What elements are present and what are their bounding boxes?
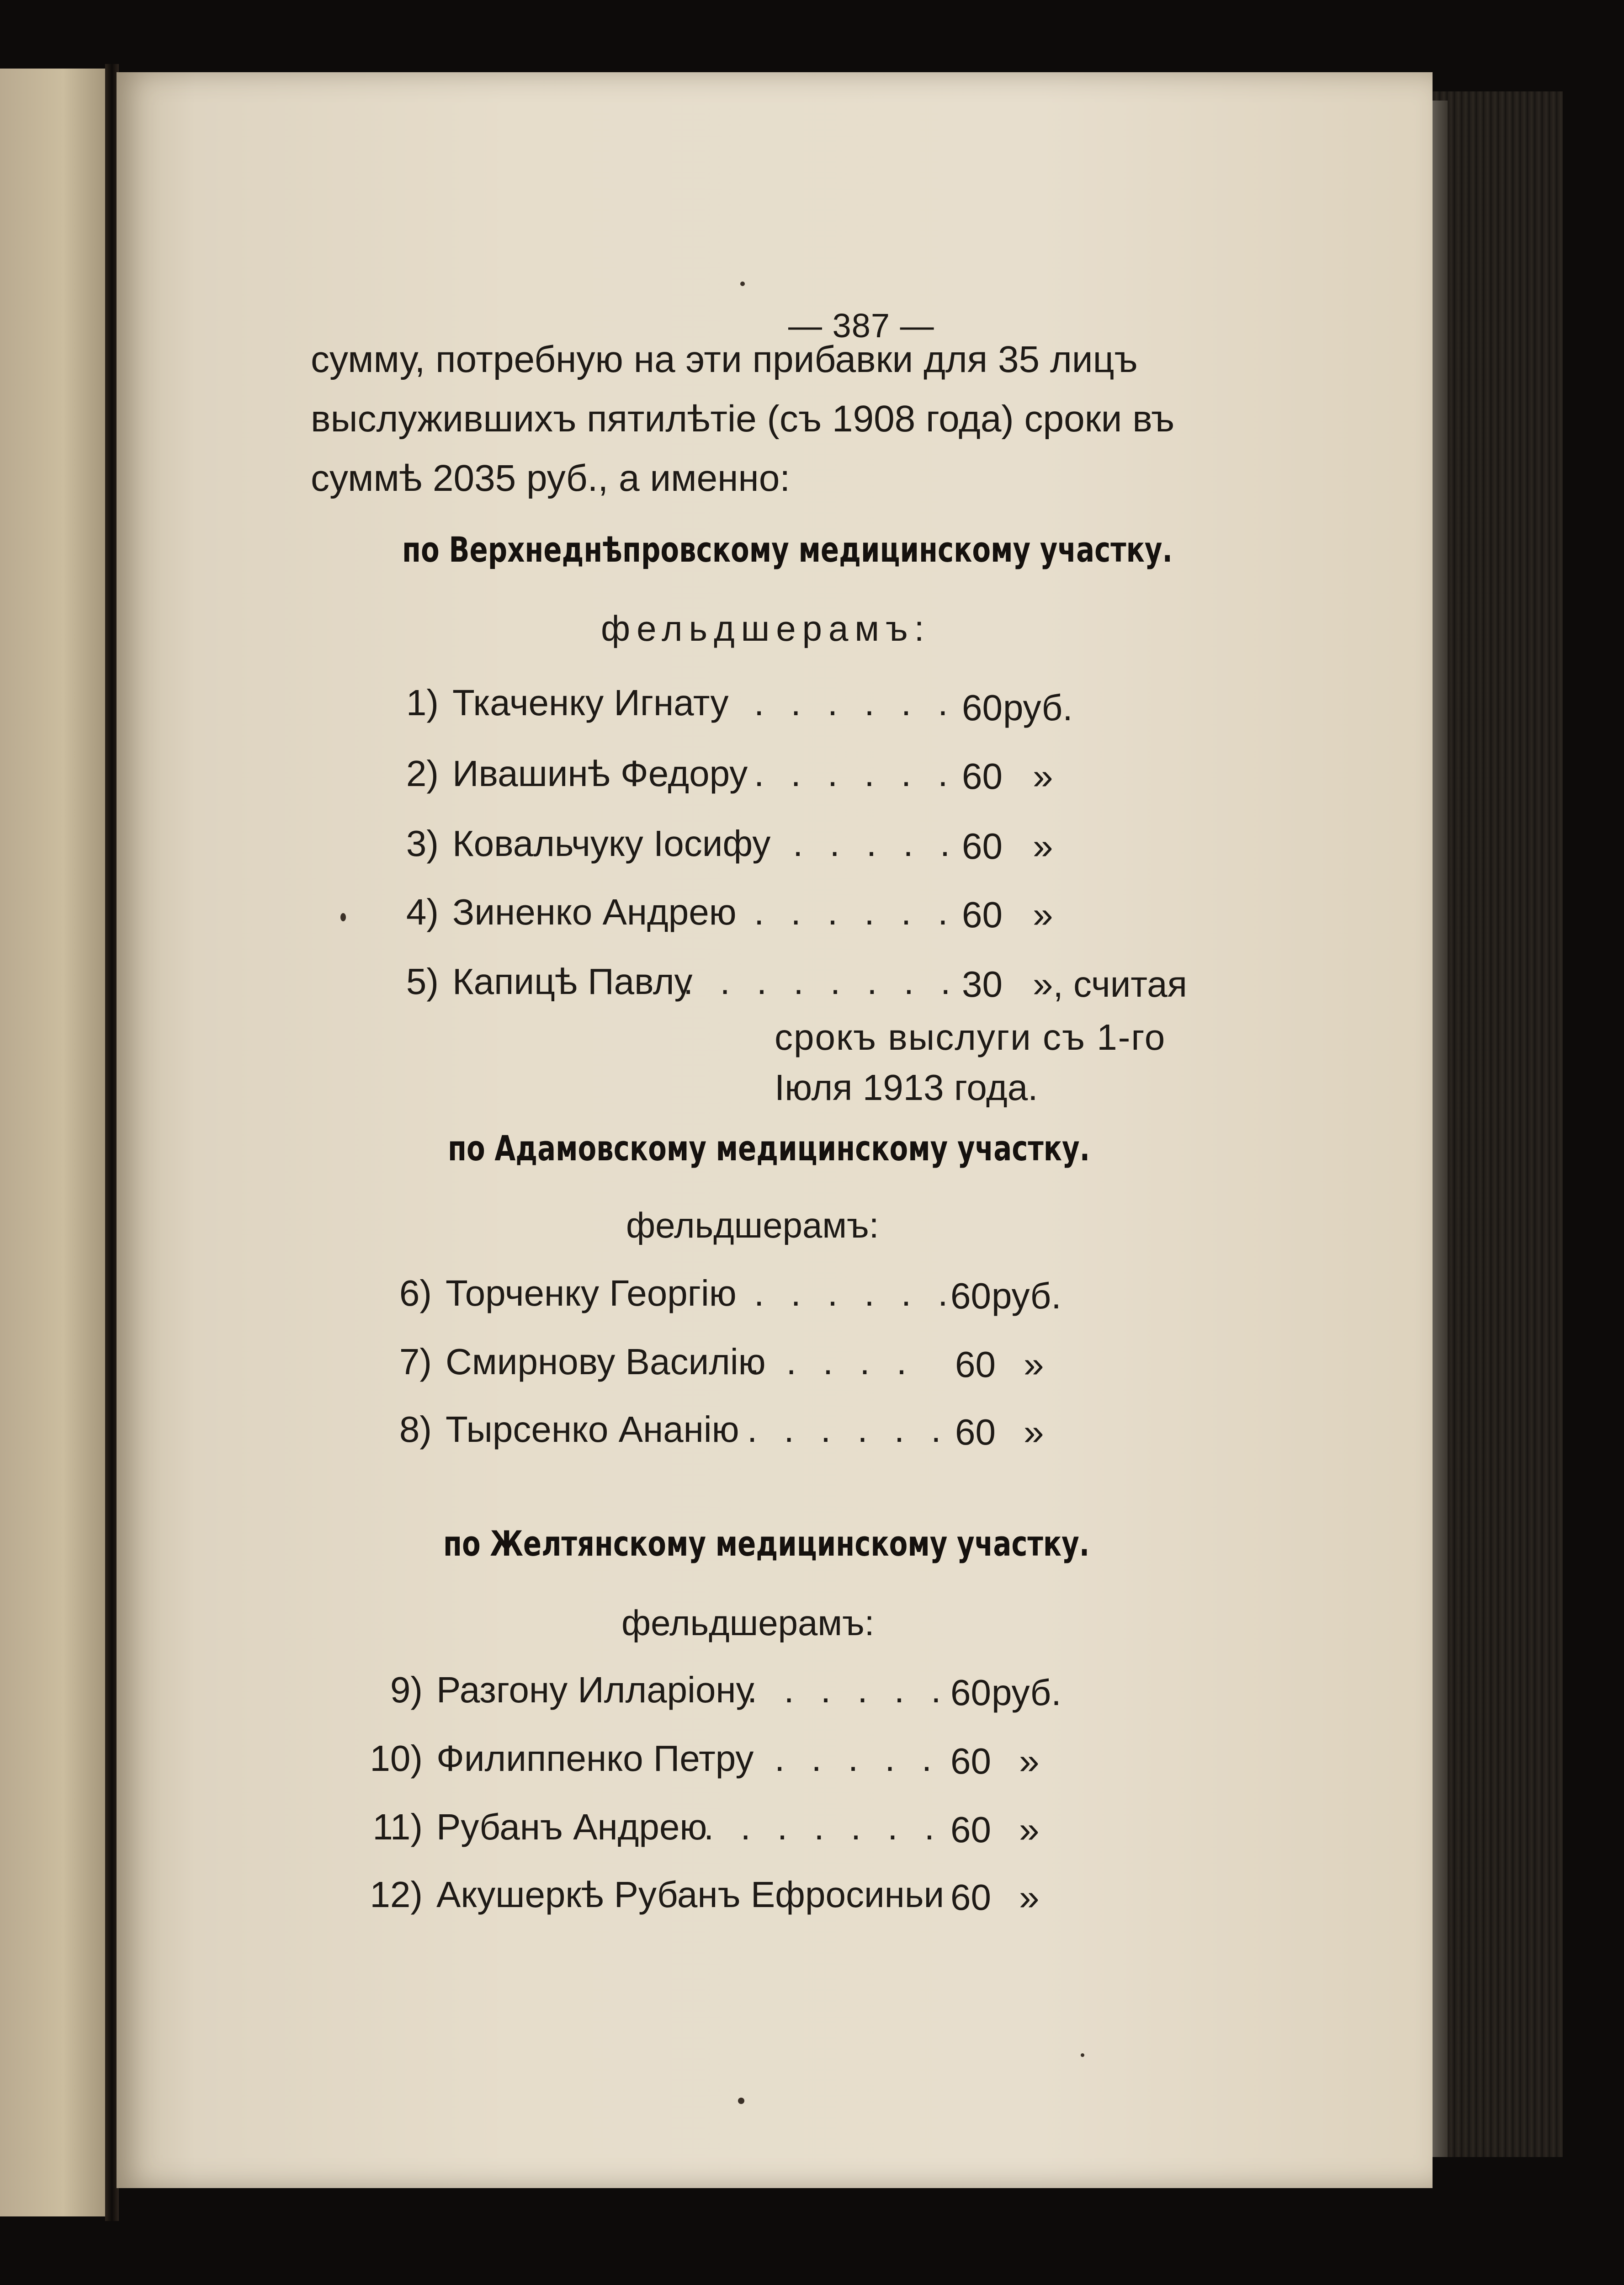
entry-number: 8)	[399, 1409, 432, 1450]
entry-leader	[754, 682, 956, 723]
entry-leader	[754, 1275, 956, 1312]
entry-unit: »	[1019, 1741, 1040, 1781]
entry-name: Ткаченку Игнату	[452, 682, 729, 723]
entry-dots: . . . . . .	[754, 682, 956, 723]
entry-row	[399, 1273, 737, 1313]
entry-unit: руб.	[992, 1275, 1061, 1316]
entry-note-line-1: срокъ выслуги съ 1-го	[775, 1017, 1166, 1057]
facing-page-edge	[0, 69, 105, 2216]
entry-unit: »	[1024, 1412, 1044, 1452]
entry-number: 5)	[406, 961, 439, 1002]
entry-row	[406, 753, 748, 794]
entry-name: Филиппенко Петру	[436, 1738, 754, 1779]
entry-dots: . . . . . .	[747, 1669, 950, 1710]
ink-speck	[738, 2098, 744, 2104]
entry-dots: . . . . . . .	[704, 1807, 943, 1847]
entry-unit: »	[1024, 1344, 1044, 1385]
entry-leader	[754, 755, 956, 792]
intro-line-1: сумму, потребную на эти прибавки для 35 лицъ	[311, 339, 1138, 380]
entry-unit: »	[1033, 894, 1053, 935]
entry-number: 9)	[390, 1669, 423, 1710]
entry-leader	[747, 1411, 950, 1448]
entry-name: Смирнову Василію	[446, 1341, 766, 1382]
section-subheading-1: фельдшерамъ:	[601, 608, 931, 648]
entry-row	[406, 961, 693, 1002]
entry-number: 2)	[406, 753, 439, 794]
entry-name: Разгону Илларіону	[436, 1669, 754, 1710]
entry-unit: »	[1033, 756, 1053, 797]
entry-unit: »	[1019, 1877, 1040, 1918]
entry-leader	[754, 894, 956, 930]
entry-unit: », считая	[1033, 964, 1187, 1004]
entry-amount: 60	[955, 1412, 996, 1452]
entry-dots: . . . . . .	[754, 1273, 956, 1313]
entry-name: Торченку Георгію	[446, 1273, 737, 1313]
entry-name: Акушеркѣ Рубанъ Ефросиньи	[436, 1874, 945, 1915]
intro-line-2: выслужившихъ пятилѣтіе (съ 1908 года) сроки въ	[311, 398, 1175, 440]
section-subheading-3: фельдшерамъ:	[621, 1603, 875, 1643]
entry-dots: . . . . . . . .	[683, 961, 959, 1002]
entry-amount: 30	[962, 964, 1003, 1004]
entry-name: Тырсенко Ананію	[446, 1409, 739, 1450]
entry-number: 7)	[399, 1341, 432, 1382]
section-heading-2: по Адамовскому медицинскому участку.	[448, 1128, 1090, 1169]
entry-row	[399, 1341, 766, 1382]
entry-amount: 60	[955, 1344, 996, 1385]
entry-unit: »	[1033, 826, 1053, 866]
entry-dots: . . . . . .	[754, 753, 956, 794]
ink-speck	[340, 913, 346, 921]
entry-number: 12)	[370, 1874, 423, 1915]
entry-number: 11)	[372, 1807, 423, 1847]
entry-leader	[775, 1740, 940, 1777]
entry-leader	[704, 1809, 943, 1845]
entry-row	[406, 682, 729, 723]
entry-row	[370, 1874, 945, 1915]
entry-leader	[793, 825, 958, 862]
entry-name: Капицѣ Павлу	[452, 961, 693, 1002]
ink-speck	[740, 282, 745, 286]
entry-number: 10)	[370, 1738, 423, 1779]
section-subheading-2: фельдшерамъ:	[626, 1205, 879, 1245]
entry-amount: 60	[950, 1275, 991, 1316]
section-heading-3: по Желтянскому медицинскому участку.	[443, 1523, 1090, 1564]
entry-row	[390, 1669, 754, 1710]
entry-name: Ковальчуку Іосифу	[452, 823, 771, 864]
entry-amount: 60	[962, 756, 1003, 797]
entry-unit: руб.	[992, 1672, 1061, 1713]
entry-leader	[749, 1341, 915, 1382]
intro-line-3: суммѣ 2035 руб., а именно:	[311, 457, 791, 499]
entry-name: Ивашинѣ Федору	[452, 753, 748, 794]
entry-amount: 60	[950, 1877, 991, 1918]
entry-row	[372, 1807, 707, 1847]
entry-unit: руб.	[1003, 687, 1073, 728]
entry-amount: 60	[950, 1672, 991, 1713]
entry-row	[406, 823, 771, 864]
entry-amount: 60	[962, 826, 1003, 866]
entry-name: Зиненко Андрею	[452, 892, 737, 932]
entry-leader	[683, 963, 959, 1000]
section-heading-1: по Верхнеднѣпровскому медицинскому участку.	[402, 529, 1173, 570]
entry-amount: 60	[950, 1741, 991, 1781]
entry-unit: »	[1019, 1809, 1040, 1850]
entry-dots: . . . . . .	[754, 892, 956, 932]
entry-number: 1)	[406, 682, 439, 723]
book-page	[117, 72, 1433, 2188]
entry-amount: 60	[962, 894, 1003, 935]
entry-leader	[747, 1669, 950, 1710]
entry-note-line-2: Іюля 1913 года.	[775, 1067, 1038, 1108]
entry-row	[406, 892, 737, 932]
entry-row	[399, 1409, 739, 1450]
entry-number: 4)	[406, 892, 439, 932]
entry-row	[370, 1738, 754, 1779]
ink-speck	[1081, 2053, 1084, 2057]
entry-name: Рубанъ Андрею	[436, 1807, 707, 1847]
entry-number: 3)	[406, 823, 439, 864]
entry-dots: . . . . .	[793, 823, 959, 864]
entry-dots: . . . . . .	[747, 1409, 950, 1450]
entry-amount: 60	[962, 687, 1003, 728]
entry-amount: 60	[950, 1809, 991, 1850]
page-number: — 387 —	[788, 307, 934, 345]
entry-dots: . . . . .	[749, 1341, 915, 1382]
entry-number: 6)	[399, 1273, 432, 1313]
entry-dots: . . . . .	[775, 1738, 940, 1779]
